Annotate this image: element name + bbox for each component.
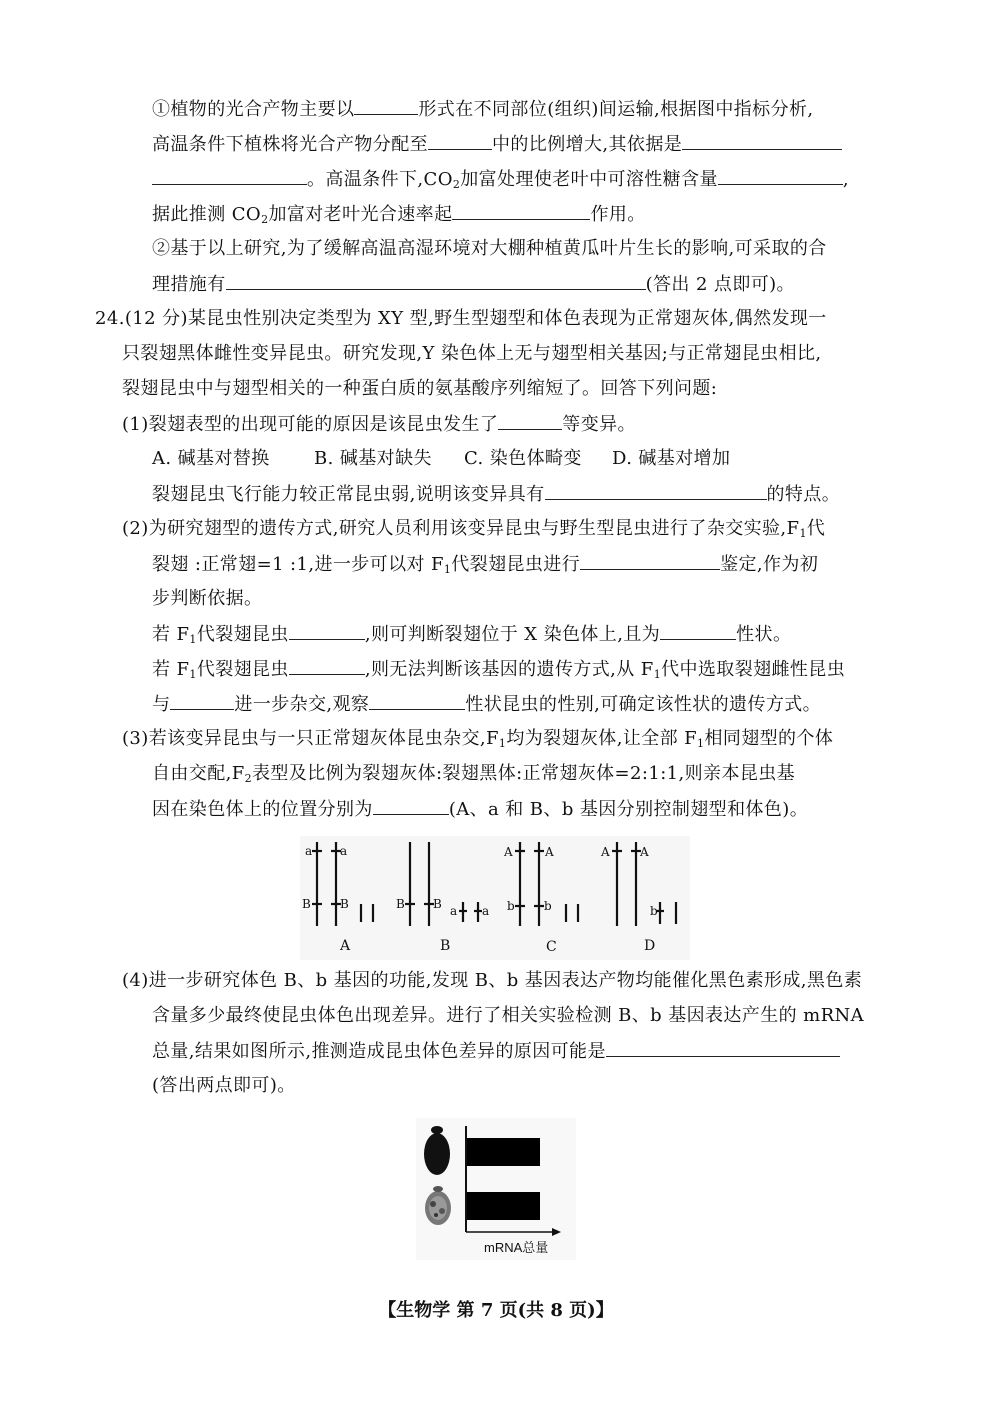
answer-blank[interactable] bbox=[580, 551, 720, 570]
answer-blank[interactable] bbox=[354, 96, 418, 115]
q23-line-3: 。高温条件下$,CO_2$加富处理使老叶中可溶性糖含量 , bbox=[152, 166, 849, 193]
q23-line-6: 理措施有 (答出 2 点即可)。 bbox=[152, 271, 795, 298]
q24-sub4-line-3: 总量,结果如图所示,推测造成昆虫体色差异的原因可能是 bbox=[152, 1038, 840, 1065]
chromosome-figure bbox=[300, 836, 690, 960]
q24-stem-2: 只裂翅黑体雌性变异昆虫。研究发现,Y 染色体上无与翅型相关基因;与正常翅昆虫相比, bbox=[122, 343, 822, 364]
figure-option-label: B bbox=[440, 938, 451, 954]
gene-label: b bbox=[650, 904, 658, 918]
q24-sub2-line-6: 与 进一步杂交,观察 性状昆虫的性别,可确定该性状的遗传方式。 bbox=[152, 691, 821, 718]
gene-label: B bbox=[433, 897, 442, 911]
q24-options bbox=[152, 446, 730, 472]
figure-option-label: D bbox=[644, 938, 656, 954]
q23-line-1: ①植物的光合产物主要以 形式在不同部位(组织)间运输,根据图中指标分析, bbox=[152, 96, 814, 123]
q24-sub4-line-1: (4)进一步研究体色 B、b 基因的功能,发现 B、b 基因表达产物均能催化黑色素形成,黑色素 bbox=[122, 970, 863, 991]
answer-blank[interactable] bbox=[369, 691, 465, 710]
answer-blank[interactable] bbox=[152, 166, 307, 185]
gene-label: a bbox=[482, 904, 490, 918]
q24-stem-1: 24.(12 分)某昆虫性别决定类型为 XY 型,野生型翅型和体色表现为正常翅灰体,偶然发现一 bbox=[95, 308, 827, 329]
q24-sub2-line-5: 若 $F_1$代裂翅昆虫 ,则无法判断该基因的遗传方式,从 $F_1$代中选取裂翅雌性昆虫 bbox=[152, 656, 845, 683]
bar-gray-body bbox=[467, 1192, 540, 1220]
figure-option-label: A bbox=[340, 938, 351, 954]
gene-label: a bbox=[305, 844, 313, 858]
q24-sub3-line-2: 自由交配$,F_2$表型及比例为裂翅灰体:裂翅黑体:正常翅灰体=2:1:1,则亲本昆虫基 bbox=[152, 763, 796, 785]
gene-label: b bbox=[507, 899, 515, 913]
answer-blank[interactable] bbox=[682, 131, 842, 150]
bar-black-body bbox=[467, 1138, 540, 1166]
q23-line-5: ②基于以上研究,为了缓解高温高湿环境对大棚种植黄瓜叶片生长的影响,可采取的合 bbox=[152, 238, 827, 259]
answer-blank[interactable] bbox=[452, 201, 590, 220]
answer-blank[interactable] bbox=[606, 1038, 840, 1057]
page-footer: 【生物学 第 7 页(共 8 页)】 bbox=[378, 1300, 614, 1321]
gene-label: B bbox=[302, 897, 311, 911]
gene-label: b bbox=[544, 899, 552, 913]
q24-sub2-line-3: 步判断依据。 bbox=[152, 588, 263, 609]
q24-sub3-line-3: 因在染色体上的位置分别为 (A、a 和 B、b 基因分别控制翅型和体色)。 bbox=[152, 796, 808, 823]
q24-sub1-line-2: 裂翅昆虫飞行能力较正常昆虫弱,说明该变异具有 的特点。 bbox=[152, 481, 840, 508]
answer-blank[interactable] bbox=[718, 166, 843, 185]
answer-blank[interactable] bbox=[289, 656, 365, 675]
gene-label: B bbox=[396, 897, 405, 911]
q24-sub2-line-2: 裂翅 :正常翅=1 :1,进一步可以对 $F_1$代裂翅昆虫进行 鉴定,作为初 bbox=[152, 551, 818, 578]
answer-blank[interactable] bbox=[289, 621, 365, 640]
axis-label: mRNA总量 bbox=[484, 1240, 549, 1255]
gene-label: A bbox=[504, 845, 513, 859]
answer-blank[interactable] bbox=[373, 796, 449, 815]
answer-blank[interactable] bbox=[170, 691, 234, 710]
option-b[interactable]: B. 碱基对缺失 bbox=[314, 448, 432, 469]
gene-label: B bbox=[340, 897, 349, 911]
option-a[interactable]: A. 碱基对替换 bbox=[152, 448, 270, 469]
q24-stem-3: 裂翅昆虫中与翅型相关的一种蛋白质的氨基酸序列缩短了。回答下列问题: bbox=[122, 378, 718, 399]
gene-label: A bbox=[545, 845, 554, 859]
option-c[interactable]: C. 染色体畸变 bbox=[464, 448, 582, 469]
q23-line-2: 高温条件下植株将光合产物分配至 中的比例增大,其依据是 bbox=[152, 131, 842, 158]
answer-blank[interactable] bbox=[498, 411, 562, 430]
answer-blank[interactable] bbox=[660, 621, 736, 640]
q24-sub3-line-1: (3)若该变异昆虫与一只正常翅灰体昆虫杂交$,F_1$均为裂翅灰体,让全部 $F_1$相同翅型的个体 bbox=[122, 728, 834, 750]
option-d[interactable]: D. 碱基对增加 bbox=[612, 448, 731, 469]
figure-option-label: C bbox=[546, 939, 557, 955]
q24-sub1-line: (1)裂翅表型的出现可能的原因是该昆虫发生了 等变异。 bbox=[122, 411, 636, 438]
q24-sub4-line-2: 含量多少最终使昆虫体色出现差异。进行了相关实验检测 B、b 基因表达产生的 mRNA bbox=[152, 1005, 865, 1026]
q23-line-4: 据此推测 $CO_2$加富对老叶光合速率起 作用。 bbox=[152, 201, 646, 228]
answer-blank[interactable] bbox=[226, 271, 646, 290]
answer-blank[interactable] bbox=[545, 481, 767, 500]
gene-label: A bbox=[601, 845, 610, 859]
q24-sub2-line-4: 若 $F_1$代裂翅昆虫 ,则可判断裂翅位于 X 染色体上,且为 性状。 bbox=[152, 621, 791, 648]
gene-label: a bbox=[340, 844, 348, 858]
q24-sub2-line-1: (2)为研究翅型的遗传方式,研究人员利用该变异昆虫与野生型昆虫进行了杂交实验$,F_1$代 bbox=[122, 518, 826, 540]
gene-label: a bbox=[450, 904, 458, 918]
q24-sub4-line-4: (答出两点即可)。 bbox=[152, 1075, 296, 1096]
mrna-chart bbox=[416, 1118, 576, 1260]
gene-label: A bbox=[640, 845, 649, 859]
answer-blank[interactable] bbox=[428, 131, 492, 150]
